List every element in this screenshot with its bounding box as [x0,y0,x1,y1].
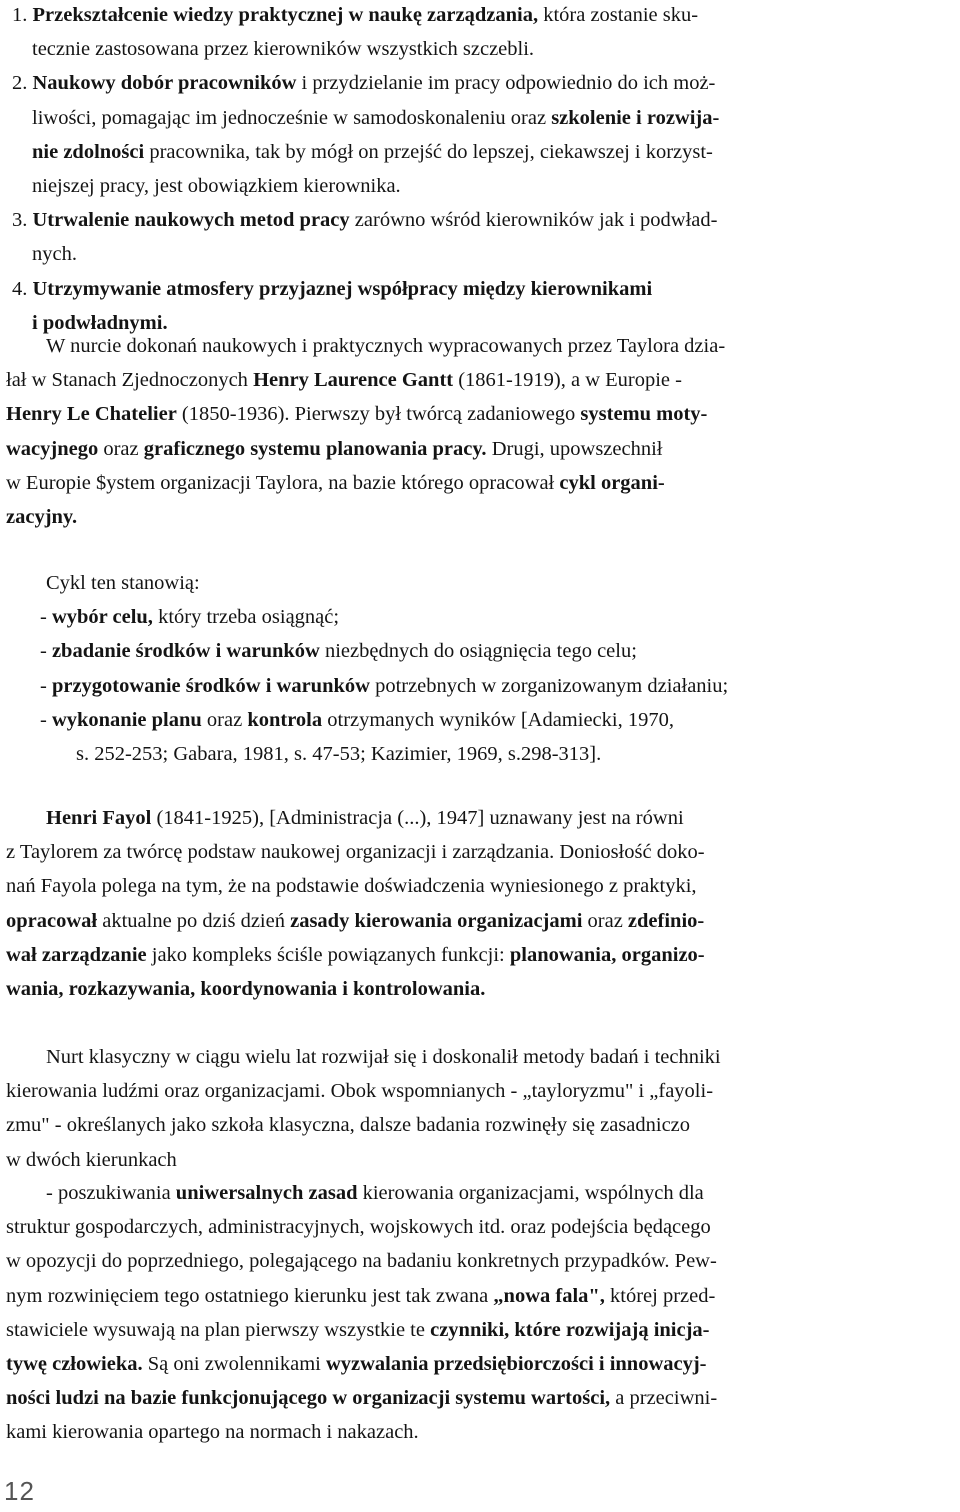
text-run: niejszej pracy, jest obowiązkiem kierownika. [32,175,401,198]
paragraph-line [6,1279,954,1313]
text-run: s. 252-253; Gabara, 1981, s. 47-53; Kazimier, 1969, s.298-313]. [76,743,602,766]
text-run: Są oni zwolennikami [142,1353,326,1376]
text-run: stawiciele wysuwają na plan pierwszy wszystkie te [6,1318,431,1341]
text-run: 3. [12,209,33,232]
text-run: kierowania organizacjami, wspólnych dla [357,1182,704,1204]
bold-text: wyzwalania przedsiębiorczości i innowacyj- [325,1353,707,1376]
text-run: - [40,708,52,731]
text-run: która zostanie sku- [538,4,699,26]
list-item-line [6,101,954,135]
bold-text: zdefinio- [627,909,705,932]
text-run: nym rozwinięciem tego ostatniego kierunku jest tak zwana [6,1284,494,1307]
text-run: W nurcie dokonań naukowych i praktycznych wypracowanych przez Taylora dzia- [46,335,726,357]
cycle-item-line [6,703,954,737]
numbered-list [6,0,954,340]
cycle-item-line [6,600,954,634]
text-run: jako kompleks ściśle powiązanych funkcji: [146,943,510,966]
document-page [6,0,954,1512]
bold-text: graficznego systemu planowania pracy. [143,437,487,460]
text-run: oraz [98,437,144,460]
bold-text: zacyjny. [6,506,78,529]
bold-text: Henry Laurence Gantt [253,369,454,392]
list-item-line [6,169,954,203]
text-run: oraz [582,909,628,932]
paragraph-line [6,397,954,431]
text-run: w opozycji do poprzedniego, polegającego na badaniu konkretnych przypadków. Pew- [6,1250,717,1273]
paragraph-line [6,1143,954,1177]
paragraph-line [6,904,954,938]
list-item-line [6,0,954,32]
paragraph-line [6,801,954,835]
paragraph-gantt-chatelier [6,329,954,534]
bold-text: planowania, organizo- [509,943,705,966]
list-item-line [6,32,954,66]
bold-text: i podwładnymi. [32,311,168,334]
text-run: której przed- [604,1284,716,1307]
paragraph-line [6,1074,954,1108]
paragraph-new-wave [6,1176,954,1450]
text-run: (1861-1919), a w Europie - [453,369,682,392]
text-run: Nurt klasyczny w ciągu wielu lat rozwijał się i doskonalił metody badań i techniki [46,1046,721,1068]
text-run: nych. [32,243,77,266]
paragraph-fayol [6,801,954,1006]
text-run: pracownika, tak by mógł on przejść do lepszej, ciekawszej i korzyst- [144,140,713,163]
bold-text: zasady kierowania organizacjami [290,909,583,932]
text-run: 4. [12,277,33,300]
text-run: tecznie zastosowana przez kierowników wszystkich szczebli. [32,38,535,61]
text-run: kami kierowania opartego na normach i nakazach. [6,1421,419,1444]
bold-text: przygotowanie środków i warunków [51,674,370,697]
bold-text: wał zarządzanie [6,943,147,966]
text-run: aktualne po dziś dzień [97,909,291,932]
text-run: i przydzielanie im pracy odpowiednio do ich moż- [296,72,716,95]
cycle-intro: Cykl ten stanowią: [46,572,200,594]
text-run: niezbędnych do osiągnięcia tego celu; [319,640,637,663]
text-run: który trzeba osiągnąć; [152,606,340,629]
paragraph-line [6,869,954,903]
bold-text: szkolenie i rozwija- [551,106,720,129]
list-item-line [6,272,954,306]
list-item-line [6,66,954,100]
text-run: - [40,640,52,663]
text-run: - [40,674,52,697]
text-run: oraz [201,708,248,731]
text-run: nań Fayola polega na tym, że na podstawie doświadczenia wyniesionego z praktyki, [6,875,697,898]
text-run: a przeciwni- [610,1387,718,1410]
bold-text: cykl organi- [559,471,665,494]
bold-text: Naukowy dobór pracowników [32,72,297,95]
text-run: potrzebnych w zorganizowanym działaniu; [369,674,729,697]
bold-text: wacyjnego [6,437,99,460]
text-run: struktur gospodarczych, administracyjnych, wojskowych itd. oraz podejścia będącego [6,1216,711,1239]
bold-text: Przekształcenie wiedzy praktycznej w naukę zarządzania, [32,4,539,26]
bold-text: uniwersalnych zasad [175,1182,358,1204]
bold-text: ności ludzi na bazie funkcjonującego w organizacji systemu wartości, [6,1387,611,1410]
cycle-item-line [6,669,954,703]
paragraph-line [6,1040,954,1074]
paragraph-line [6,1313,954,1347]
paragraph-line [6,1381,954,1415]
text-run: w dwóch kierunkach [6,1148,177,1171]
paragraph-line [6,938,954,972]
paragraph-line [6,835,954,869]
text-run: (1850-1936). Pierwszy był twórcą zadaniowego [176,403,581,426]
text-run: Drugi, upowszechnił [486,437,663,460]
list-item-line [6,135,954,169]
bold-text: opracował [6,909,98,932]
bold-text: tywę człowieka. [6,1353,143,1376]
paragraph-line [6,1176,954,1210]
text-run: zarówno wśród kierowników jak i podwład- [349,209,718,232]
paragraph-line [6,1244,954,1278]
bold-text: nie zdolności [32,140,145,163]
text-run: z Taylorem za twórcę podstaw naukowej organizacji i zarządzania. Doniosłość doko- [6,841,705,864]
bold-text: Utrzymywanie atmosfery przyjaznej współpracy między kierownikami [32,277,653,300]
paragraph-line [6,329,954,363]
cycle-item-line [6,634,954,668]
bold-text: zbadanie środków i warunków [51,640,320,663]
paragraph-line [6,432,954,466]
paragraph-line [6,1210,954,1244]
paragraph-line [6,500,954,534]
paragraph-line [6,466,954,500]
text-run: liwości, pomagając im jednocześnie w samodoskonaleniu oraz [32,106,552,129]
paragraph-line [6,972,954,1006]
paragraph-line [6,1415,954,1449]
bold-text: wykonanie planu [51,708,202,731]
text-run: otrzymanych wyników [Adamiecki, 1970, [322,708,674,731]
text-run: - poszukiwania [46,1182,176,1204]
text-run: 2. [12,72,33,95]
bold-text: Henry Le Chatelier [6,403,177,426]
text-run: 1. [12,4,33,26]
bold-text: systemu moty- [580,403,708,426]
bold-text: Henri Fayol [46,807,152,829]
bold-text: kontrola [247,708,323,731]
list-item-line [6,237,954,271]
paragraph-classical-current [6,1040,954,1177]
bold-text: wania, rozkazywania, koordynowania i kontrolowania. [6,978,486,1001]
paragraph-line [6,1347,954,1381]
paragraph-line [6,363,954,397]
text-run: - [40,606,52,629]
text-run: (1841-1925), [Administracja (...), 1947] uznawany jest na równi [151,807,684,829]
page-number: 12 [4,1476,35,1506]
text-run: łał w Stanach Zjednoczonych [6,369,254,392]
bold-text: Utrwalenie naukowych metod pracy [32,209,350,232]
text-run: kierowania ludźmi oraz organizacjami. Obok wspomnianych - „tayloryzmu" i „fayoli- [6,1080,714,1103]
text-run: w Europie $ystem organizacji Taylora, na bazie którego opracował [6,471,560,494]
cycle-list [6,566,954,771]
cycle-item-line [6,737,954,771]
paragraph-line [6,1108,954,1142]
bold-text: „nowa fala", [493,1284,605,1307]
bold-text: wybór celu, [51,606,153,629]
text-run: zmu" - określanych jako szkoła klasyczna, dalsze badania rozwinęły się zasadniczo [6,1114,691,1137]
bold-text: czynniki, które rozwijają inicja- [430,1318,710,1341]
list-item-line [6,203,954,237]
